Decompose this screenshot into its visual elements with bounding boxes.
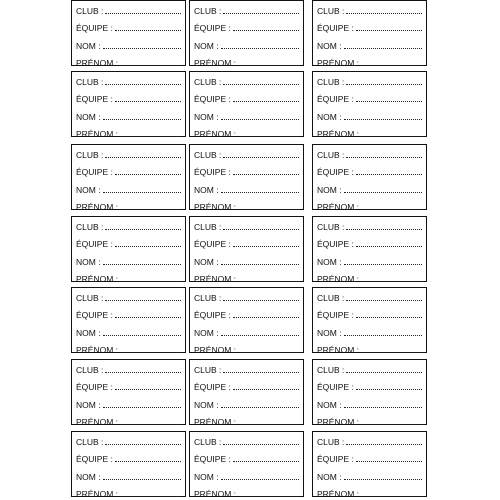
dotted-fill-line (223, 372, 299, 373)
field-label: CLUB : (76, 437, 104, 447)
field-label: CLUB : (194, 77, 222, 87)
dotted-fill-line (120, 424, 181, 425)
equipe-field[interactable] (194, 92, 299, 104)
name-label-card (189, 431, 304, 497)
dotted-fill-line (115, 174, 181, 175)
label-row (71, 0, 430, 68)
nom-field[interactable] (194, 183, 299, 195)
dotted-fill-line (103, 264, 181, 265)
field-label: ÉQUIPE : (76, 382, 113, 392)
dotted-fill-line (238, 496, 299, 497)
dotted-fill-line (238, 424, 299, 425)
club-field[interactable] (76, 4, 181, 16)
equipe-field[interactable] (76, 165, 181, 177)
equipe-field[interactable] (317, 452, 422, 464)
club-field[interactable] (317, 148, 422, 160)
field-label: NOM : (194, 41, 219, 51)
field-label: CLUB : (194, 365, 222, 375)
prenom-field[interactable] (76, 200, 181, 212)
dotted-fill-line (221, 479, 299, 480)
dotted-fill-line (356, 101, 422, 102)
dotted-fill-line (120, 209, 181, 210)
label-sheet (71, 0, 430, 500)
dotted-fill-line (223, 157, 299, 158)
nom-field[interactable] (194, 39, 299, 51)
club-field[interactable] (194, 363, 299, 375)
nom-field[interactable] (194, 326, 299, 338)
dotted-fill-line (115, 389, 181, 390)
dotted-fill-line (238, 136, 299, 137)
dotted-fill-line (115, 317, 181, 318)
field-label: NOM : (76, 41, 101, 51)
equipe-field[interactable] (317, 21, 422, 33)
field-label: ÉQUIPE : (317, 239, 354, 249)
club-field[interactable] (194, 148, 299, 160)
dotted-fill-line (361, 352, 422, 353)
dotted-fill-line (221, 407, 299, 408)
dotted-fill-line (361, 136, 422, 137)
dotted-fill-line (361, 209, 422, 210)
equipe-field[interactable] (76, 380, 181, 392)
name-label-card (71, 287, 186, 353)
nom-field[interactable] (317, 39, 422, 51)
dotted-fill-line (346, 84, 422, 85)
club-field[interactable] (76, 148, 181, 160)
field-label: ÉQUIPE : (194, 310, 231, 320)
field-label: NOM : (317, 472, 342, 482)
field-label: ÉQUIPE : (76, 94, 113, 104)
field-label: NOM : (194, 472, 219, 482)
name-label-card (71, 144, 186, 210)
club-field[interactable] (317, 291, 422, 303)
dotted-fill-line (233, 30, 299, 31)
name-label-card (71, 359, 186, 425)
field-label: PRÉNOM : (194, 129, 237, 139)
club-field[interactable] (317, 363, 422, 375)
equipe-field[interactable] (76, 92, 181, 104)
club-field[interactable] (194, 75, 299, 87)
name-label-card (312, 287, 427, 353)
name-label-card (71, 0, 186, 66)
dotted-fill-line (221, 264, 299, 265)
prenom-field[interactable] (76, 487, 181, 499)
label-row (71, 71, 430, 139)
name-label-card (312, 431, 427, 497)
field-label: ÉQUIPE : (76, 310, 113, 320)
prenom-field[interactable] (194, 272, 299, 284)
dotted-fill-line (361, 281, 422, 282)
dotted-fill-line (223, 444, 299, 445)
dotted-fill-line (233, 389, 299, 390)
name-label-card (312, 216, 427, 282)
dotted-fill-line (103, 119, 181, 120)
field-label: PRÉNOM : (317, 202, 360, 212)
field-label: PRÉNOM : (76, 202, 119, 212)
prenom-field[interactable] (194, 487, 299, 499)
nom-field[interactable] (76, 183, 181, 195)
field-label: ÉQUIPE : (76, 23, 113, 33)
club-field[interactable] (194, 220, 299, 232)
field-label: PRÉNOM : (194, 489, 237, 499)
name-label-card (71, 71, 186, 137)
dotted-fill-line (238, 209, 299, 210)
name-label-card (312, 144, 427, 210)
field-label: ÉQUIPE : (76, 454, 113, 464)
equipe-field[interactable] (76, 237, 181, 249)
dotted-fill-line (115, 30, 181, 31)
field-label: PRÉNOM : (76, 274, 119, 284)
name-label-card (189, 216, 304, 282)
dotted-fill-line (344, 407, 422, 408)
dotted-fill-line (346, 229, 422, 230)
field-label: ÉQUIPE : (317, 382, 354, 392)
field-label: NOM : (317, 112, 342, 122)
field-label: PRÉNOM : (317, 129, 360, 139)
name-label-card (189, 71, 304, 137)
dotted-fill-line (344, 264, 422, 265)
field-label: CLUB : (194, 150, 222, 160)
dotted-fill-line (346, 372, 422, 373)
dotted-fill-line (356, 389, 422, 390)
field-label: CLUB : (76, 365, 104, 375)
nom-field[interactable] (317, 398, 422, 410)
field-label: CLUB : (76, 150, 104, 160)
dotted-fill-line (105, 444, 181, 445)
prenom-field[interactable] (317, 487, 422, 499)
nom-field[interactable] (317, 326, 422, 338)
dotted-fill-line (346, 13, 422, 14)
dotted-fill-line (103, 479, 181, 480)
nom-field[interactable] (317, 183, 422, 195)
name-label-card (71, 431, 186, 497)
field-label: NOM : (317, 41, 342, 51)
field-label: NOM : (76, 112, 101, 122)
prenom-field[interactable] (317, 343, 422, 355)
field-label: NOM : (194, 112, 219, 122)
field-label: ÉQUIPE : (317, 310, 354, 320)
dotted-fill-line (221, 48, 299, 49)
prenom-field[interactable] (194, 56, 299, 68)
dotted-fill-line (105, 229, 181, 230)
equipe-field[interactable] (317, 165, 422, 177)
dotted-fill-line (238, 65, 299, 66)
club-field[interactable] (76, 435, 181, 447)
prenom-field[interactable] (317, 56, 422, 68)
field-label: CLUB : (317, 437, 345, 447)
field-label: PRÉNOM : (194, 345, 237, 355)
prenom-field[interactable] (317, 200, 422, 212)
field-label: PRÉNOM : (194, 417, 237, 427)
field-label: ÉQUIPE : (194, 167, 231, 177)
club-field[interactable] (317, 220, 422, 232)
field-label: CLUB : (76, 293, 104, 303)
field-label: PRÉNOM : (76, 129, 119, 139)
name-label-card (312, 0, 427, 66)
name-label-card (189, 287, 304, 353)
field-label: CLUB : (194, 6, 222, 16)
club-field[interactable] (317, 4, 422, 16)
prenom-field[interactable] (317, 272, 422, 284)
dotted-fill-line (221, 119, 299, 120)
dotted-fill-line (346, 444, 422, 445)
equipe-field[interactable] (317, 380, 422, 392)
equipe-field[interactable] (194, 308, 299, 320)
field-label: NOM : (317, 328, 342, 338)
field-label: ÉQUIPE : (194, 23, 231, 33)
name-label-card (189, 359, 304, 425)
dotted-fill-line (223, 300, 299, 301)
field-label: NOM : (317, 185, 342, 195)
field-label: ÉQUIPE : (317, 454, 354, 464)
dotted-fill-line (105, 372, 181, 373)
dotted-fill-line (120, 136, 181, 137)
dotted-fill-line (356, 30, 422, 31)
equipe-field[interactable] (194, 452, 299, 464)
club-field[interactable] (76, 220, 181, 232)
label-row (71, 287, 430, 355)
dotted-fill-line (223, 13, 299, 14)
field-label: ÉQUIPE : (317, 94, 354, 104)
dotted-fill-line (238, 281, 299, 282)
dotted-fill-line (344, 192, 422, 193)
name-label-card (312, 359, 427, 425)
equipe-field[interactable] (76, 308, 181, 320)
dotted-fill-line (356, 461, 422, 462)
dotted-fill-line (233, 101, 299, 102)
field-label: CLUB : (317, 293, 345, 303)
nom-field[interactable] (76, 255, 181, 267)
equipe-field[interactable] (76, 21, 181, 33)
equipe-field[interactable] (194, 237, 299, 249)
field-label: CLUB : (317, 6, 345, 16)
field-label: PRÉNOM : (194, 58, 237, 68)
club-field[interactable] (317, 75, 422, 87)
dotted-fill-line (105, 84, 181, 85)
club-field[interactable] (76, 363, 181, 375)
field-label: PRÉNOM : (194, 274, 237, 284)
dotted-fill-line (344, 335, 422, 336)
dotted-fill-line (120, 65, 181, 66)
label-row (71, 144, 430, 212)
field-label: PRÉNOM : (317, 489, 360, 499)
field-label: NOM : (76, 472, 101, 482)
club-field[interactable] (194, 435, 299, 447)
label-row (71, 431, 430, 499)
nom-field[interactable] (194, 110, 299, 122)
dotted-fill-line (356, 317, 422, 318)
dotted-fill-line (233, 317, 299, 318)
field-label: ÉQUIPE : (194, 94, 231, 104)
nom-field[interactable] (194, 470, 299, 482)
name-label-card (189, 144, 304, 210)
club-field[interactable] (194, 4, 299, 16)
field-label: NOM : (76, 185, 101, 195)
field-label: NOM : (194, 400, 219, 410)
field-label: CLUB : (76, 222, 104, 232)
nom-field[interactable] (76, 398, 181, 410)
prenom-field[interactable] (194, 200, 299, 212)
prenom-field[interactable] (76, 56, 181, 68)
nom-field[interactable] (76, 326, 181, 338)
nom-field[interactable] (317, 110, 422, 122)
field-label: NOM : (317, 400, 342, 410)
field-label: ÉQUIPE : (194, 454, 231, 464)
club-field[interactable] (76, 75, 181, 87)
field-label: CLUB : (76, 6, 104, 16)
name-label-card (189, 0, 304, 66)
equipe-field[interactable] (194, 380, 299, 392)
prenom-field[interactable] (194, 127, 299, 139)
label-row (71, 359, 430, 427)
dotted-fill-line (103, 192, 181, 193)
dotted-fill-line (346, 157, 422, 158)
field-label: NOM : (317, 257, 342, 267)
club-field[interactable] (194, 291, 299, 303)
equipe-field[interactable] (76, 452, 181, 464)
dotted-fill-line (356, 246, 422, 247)
prenom-field[interactable] (76, 343, 181, 355)
field-label: ÉQUIPE : (194, 382, 231, 392)
field-label: ÉQUIPE : (194, 239, 231, 249)
dotted-fill-line (356, 174, 422, 175)
name-label-card (312, 71, 427, 137)
prenom-field[interactable] (76, 272, 181, 284)
dotted-fill-line (221, 335, 299, 336)
dotted-fill-line (103, 335, 181, 336)
field-label: PRÉNOM : (76, 417, 119, 427)
prenom-field[interactable] (194, 343, 299, 355)
nom-field[interactable] (76, 470, 181, 482)
dotted-fill-line (361, 424, 422, 425)
dotted-fill-line (233, 174, 299, 175)
field-label: PRÉNOM : (76, 58, 119, 68)
dotted-fill-line (223, 229, 299, 230)
nom-field[interactable] (194, 398, 299, 410)
field-label: PRÉNOM : (76, 489, 119, 499)
field-label: NOM : (76, 400, 101, 410)
field-label: CLUB : (194, 222, 222, 232)
field-label: CLUB : (317, 365, 345, 375)
field-label: PRÉNOM : (317, 58, 360, 68)
dotted-fill-line (105, 157, 181, 158)
equipe-field[interactable] (317, 237, 422, 249)
label-row (71, 216, 430, 284)
club-field[interactable] (317, 435, 422, 447)
dotted-fill-line (120, 496, 181, 497)
dotted-fill-line (221, 192, 299, 193)
field-label: NOM : (194, 328, 219, 338)
field-label: PRÉNOM : (317, 345, 360, 355)
prenom-field[interactable] (76, 415, 181, 427)
field-label: CLUB : (317, 222, 345, 232)
equipe-field[interactable] (317, 308, 422, 320)
dotted-fill-line (233, 246, 299, 247)
field-label: CLUB : (194, 437, 222, 447)
dotted-fill-line (105, 13, 181, 14)
field-label: PRÉNOM : (317, 417, 360, 427)
field-label: PRÉNOM : (194, 202, 237, 212)
dotted-fill-line (361, 65, 422, 66)
dotted-fill-line (344, 479, 422, 480)
prenom-field[interactable] (194, 415, 299, 427)
dotted-fill-line (105, 300, 181, 301)
club-field[interactable] (76, 291, 181, 303)
field-label: NOM : (194, 185, 219, 195)
field-label: ÉQUIPE : (76, 239, 113, 249)
field-label: ÉQUIPE : (317, 23, 354, 33)
dotted-fill-line (238, 352, 299, 353)
field-label: ÉQUIPE : (317, 167, 354, 177)
prenom-field[interactable] (76, 127, 181, 139)
nom-field[interactable] (76, 39, 181, 51)
dotted-fill-line (233, 461, 299, 462)
dotted-fill-line (361, 496, 422, 497)
field-label: NOM : (76, 328, 101, 338)
field-label: CLUB : (317, 77, 345, 87)
equipe-field[interactable] (194, 165, 299, 177)
dotted-fill-line (115, 246, 181, 247)
field-label: PRÉNOM : (317, 274, 360, 284)
dotted-fill-line (120, 352, 181, 353)
dotted-fill-line (103, 407, 181, 408)
dotted-fill-line (223, 84, 299, 85)
dotted-fill-line (115, 461, 181, 462)
field-label: NOM : (194, 257, 219, 267)
name-label-card (71, 216, 186, 282)
prenom-field[interactable] (317, 127, 422, 139)
field-label: CLUB : (194, 293, 222, 303)
nom-field[interactable] (317, 470, 422, 482)
equipe-field[interactable] (194, 21, 299, 33)
nom-field[interactable] (317, 255, 422, 267)
nom-field[interactable] (76, 110, 181, 122)
field-label: ÉQUIPE : (76, 167, 113, 177)
dotted-fill-line (344, 119, 422, 120)
dotted-fill-line (120, 281, 181, 282)
equipe-field[interactable] (317, 92, 422, 104)
nom-field[interactable] (194, 255, 299, 267)
dotted-fill-line (344, 48, 422, 49)
prenom-field[interactable] (317, 415, 422, 427)
field-label: CLUB : (317, 150, 345, 160)
dotted-fill-line (115, 101, 181, 102)
field-label: CLUB : (76, 77, 104, 87)
dotted-fill-line (346, 300, 422, 301)
field-label: NOM : (76, 257, 101, 267)
dotted-fill-line (103, 48, 181, 49)
field-label: PRÉNOM : (76, 345, 119, 355)
